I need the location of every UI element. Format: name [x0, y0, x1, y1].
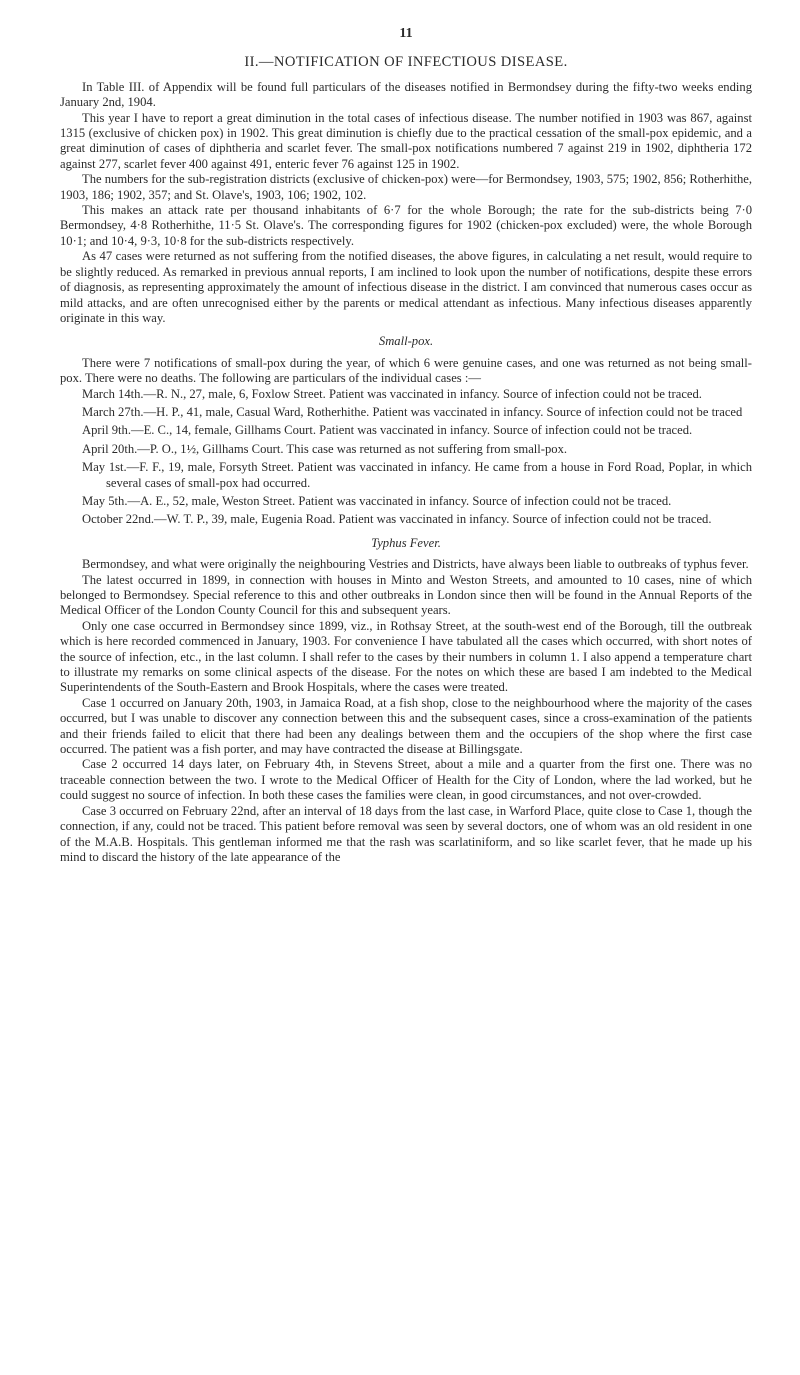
typhus-paragraph: Bermondsey, and what were originally the neighbouring Vestries and Districts, have always been liable to outbreaks of typhus fever.	[82, 557, 749, 572]
intro-paragraph: This makes an attack rate per thousand inhabitants of 6·7 for the whole Borough; the rate for the sub-districts being 7·0 Bermondsey, 4·8 Rotherhithe, 11·5 St. Olave's. The corresponding figures for 1902 (chicken-pox excluded) were, the whole Borough 10·1; and 10·4, 9·3, 10·8 for the sub-districts respectively.	[60, 203, 752, 248]
smallpox-case: May 1st.—F. F., 19, male, Forsyth Street. Patient was vaccinated in infancy. He came from a house in Ford Road, Poplar, in which several cases of small-pox had occurred.	[82, 460, 752, 490]
smallpox-case: April 20th.—P. O., 1½, Gillhams Court. This case was returned as not suffering from small-pox.	[82, 441, 568, 456]
smallpox-case: April 9th.—E. C., 14, female, Gillhams Court. Patient was vaccinated in infancy. Source of infection could not be traced.	[82, 423, 693, 438]
intro-paragraph: As 47 cases were returned as not suffering from the notified diseases, the above figures, in calculating a net result, would require to be slightly reduced. As remarked in previous annual reports, I am inclined to look upon the number of notifications, despite these errors of diagnosis, as representing approximately the amount of infectious disease in the district. I am convinced that numerous cases occur as mild attacks, and are often unrecognised either by the parents or medical attendant as infectious. Many infectious diseases apparently originate in this way.	[60, 249, 752, 325]
smallpox-intro: There were 7 notifications of small-pox during the year, of which 6 were genuine cases, and one was returned as not being small-pox. There were no deaths. The following are particulars of the individual cases :—	[60, 355, 752, 386]
typhus-paragraph: Case 1 occurred on January 20th, 1903, in Jamaica Road, at a fish shop, close to the neighbourhood where the majority of the cases occurred, but I was unable to discover any connection between this and the subsequent cases, since a cross-examination of the patients and their friends failed to elicit that there had been any dealings between them and the occupiers of the shop where the first case occurred. The patient was a fish porter, and may have contracted the disease at Billingsgate.	[60, 695, 752, 757]
section-heading: II.—NOTIFICATION OF INFECTIOUS DISEASE.	[244, 54, 568, 71]
page-number: 11	[399, 26, 413, 41]
intro-paragraph: The numbers for the sub-registration districts (exclusive of chicken-pox) were—for Bermondsey, 1903, 575; 1902, 856; Rotherhithe, 1903, 186; 1902, 357; and St. Olave's, 1903, 106; 1902, 102.	[60, 172, 752, 202]
intro-paragraph: This year I have to report a great diminution in the total cases of infectious disease. The number notified in 1903 was 867, against 1315 (exclusive of chicken pox) in 1902. This great diminution is chiefly due to the practical cessation of the small-pox epidemic, and a great diminution of cases of diphtheria and scarlet fever. The small-pox notifications numbered 7 against 219 in 1902, diphtheria 172 against 277, scarlet fever 400 against 491, enteric fever 76 against 125 in 1902.	[60, 110, 752, 171]
smallpox-case: March 27th.—H. P., 41, male, Casual Ward, Rotherhithe. Patient was vaccinated in infancy. Source of infection could not be traced	[82, 404, 743, 419]
typhus-subheading: Typhus Fever.	[371, 535, 441, 550]
smallpox-case: March 14th.—R. N., 27, male, 6, Foxlow Street. Patient was vaccinated in infancy. Source of infection could not be traced.	[82, 386, 702, 401]
typhus-paragraph: Case 2 occurred 14 days later, on February 4th, in Stevens Street, about a mile and a quarter from the first one. There was no traceable connection between the two. I wrote to the Medical Officer of Health for the City of London, where the lad worked, but he could suggest no source of infection. In both these cases the families were clean, in good circumstances, and not over-crowded.	[60, 757, 752, 803]
typhus-paragraph: Only one case occurred in Bermondsey since 1899, viz., in Rothsay Street, at the south-west end of the Borough, till the outbreak which is here recorded commenced in January, 1903. For convenience I have tabulated all the cases which occurred, with short notes of the source of infection, etc., in the last column. I shall refer to the cases by their numbers in column 1. I also append a temperature chart to illustrate my remarks on some clinical aspects of the disease. For the notes on which these are based I am indebted to the Medical Superintendents of the South-Eastern and Brook Hospitals, where the cases were treated.	[60, 618, 752, 695]
intro-paragraph: In Table III. of Appendix will be found full particulars of the diseases notified in Bermondsey during the fifty-two weeks ending January 2nd, 1904.	[60, 79, 752, 110]
smallpox-subheading: Small-pox.	[378, 334, 434, 349]
typhus-paragraph: The latest occurred in 1899, in connection with houses in Minto and Weston Streets, and amounted to 10 cases, nine of which belonged to Bermondsey. Special reference to this and other outbreaks in London since then will be found in the Annual Reports of the Medical Officer of the London County Council for this and subsequent years.	[60, 572, 752, 618]
smallpox-case: October 22nd.—W. T. P., 39, male, Eugenia Road. Patient was vaccinated in infancy. Source of infection could not be traced.	[82, 512, 712, 527]
typhus-paragraph: Case 3 occurred on February 22nd, after an interval of 18 days from the last case, in Warford Place, quite close to Case 1, though the connection, if any, could not be traced. This patient before removal was seen by several doctors, one of whom was an old resident in one of the M.A.B. Hospitals. This gentleman informed me that the rash was scarlatiniform, and so like scarlet fever, that he made up his mind to discard the history of the late appearance of the	[60, 803, 752, 864]
smallpox-case: May 5th.—A. E., 52, male, Weston Street. Patient was vaccinated in infancy. Source of infection could not be traced.	[82, 493, 672, 508]
